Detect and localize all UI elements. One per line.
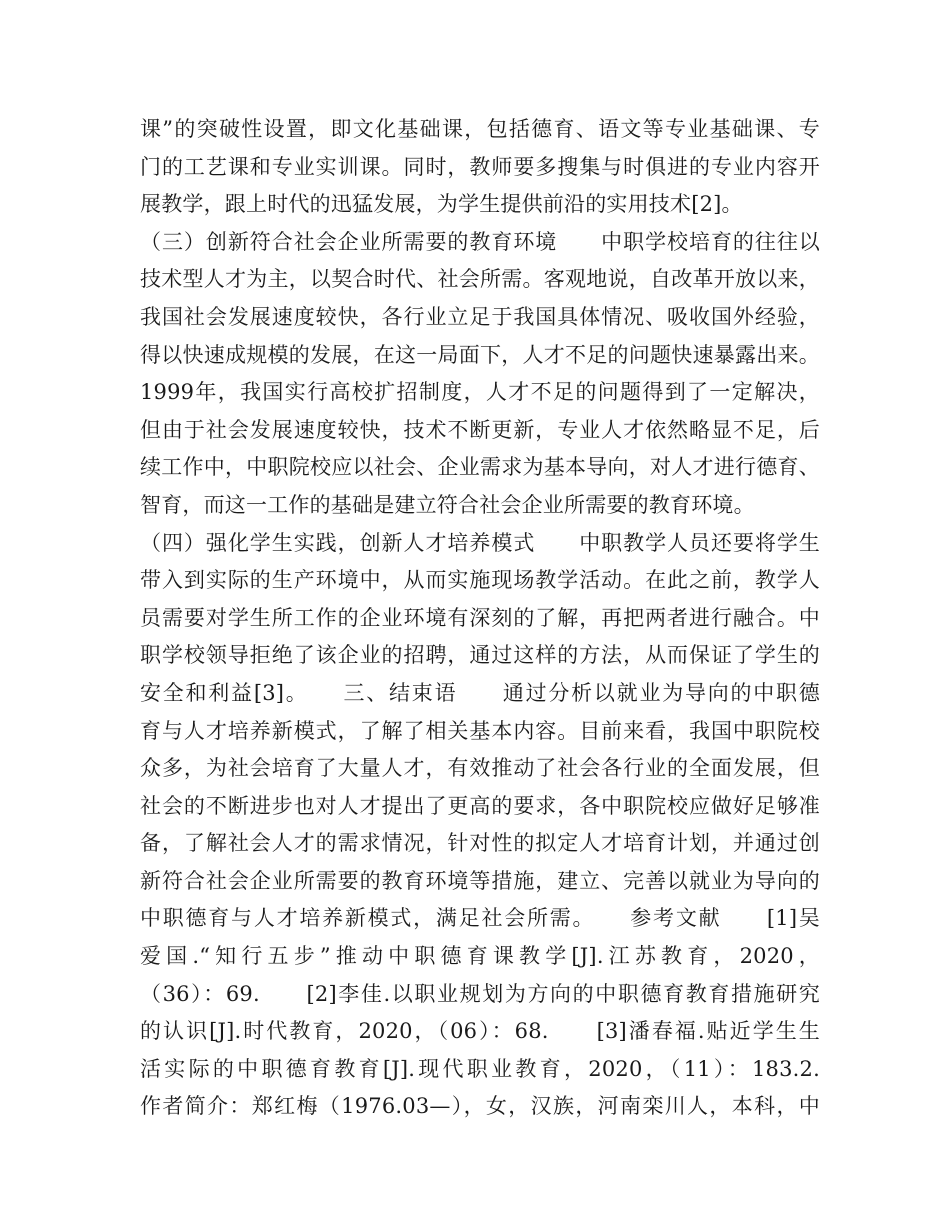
text-line-24: （36）：69. [2]李佳.以职业规划为方向的中职德育教育措施研究 bbox=[140, 981, 820, 1006]
text-line-20: 备，了解社会人才的需求情况，针对性的拟定人才培育计划，并通过创 bbox=[140, 831, 820, 856]
text-line-13: 带入到实际的生产环境中，从而实施现场教学活动。在此之前，教学人 bbox=[140, 568, 820, 593]
text-line-6: 我国社会发展速度较快，各行业立足于我国具体情况、吸收国外经验， bbox=[140, 304, 820, 329]
text-line-12: （四）强化学生实践，创新人才培养模式 中职教学人员还要将学生 bbox=[140, 530, 820, 555]
text-line-21: 新符合社会企业所需要的教育环境等措施，建立、完善以就业为导向的 bbox=[140, 868, 820, 893]
text-line-7: 得以快速成规模的发展，在这一局面下，人才不足的问题快速暴露出来。 bbox=[140, 342, 820, 367]
text-line-17: 育与人才培养新模式，了解了相关基本内容。目前来看，我国中职院校 bbox=[140, 718, 820, 743]
text-line-10: 续工作中，中职院校应以社会、企业需求为基本导向，对人才进行德育、 bbox=[140, 455, 820, 480]
text-line-19: 社会的不断进步也对人才提出了更高的要求，各中职院校应做好足够准 bbox=[140, 793, 820, 818]
text-line-23: 爱国.“知行五步”推动中职德育课教学[J].江苏教育，2020， bbox=[140, 944, 820, 969]
text-line-14: 员需要对学生所工作的企业环境有深刻的了解，再把两者进行融合。中 bbox=[140, 605, 820, 630]
text-line-1: 课”的突破性设置，即文化基础课，包括德育、语文等专业基础课、专 bbox=[140, 117, 820, 141]
text-line-4: （三）创新符合社会企业所需要的教育环境 中职学校培育的往往以 bbox=[140, 229, 820, 254]
text-line-8: 1999年，我国实行高校扩招制度，人才不足的问题得到了一定解决， bbox=[140, 380, 820, 405]
text-line-11: 智育，而这一工作的基础是建立符合社会企业所需要的教育环境。 bbox=[140, 492, 755, 517]
text-line-2: 门的工艺课和专业实训课。同时，教师要多搜集与时俱进的专业内容开 bbox=[140, 154, 820, 179]
text-line-5: 技术型人才为主，以契合时代、社会所需。客观地说，自改革开放以来， bbox=[140, 267, 820, 292]
text-line-22: 中职德育与人才培养新模式，满足社会所需。 参考文献 [1]吴 bbox=[140, 906, 820, 931]
text-line-3: 展教学，跟上时代的迅猛发展，为学生提供前沿的实用技术[2]。 bbox=[140, 192, 743, 217]
text-line-18: 众多，为社会培育了大量人才，有效推动了社会各行业的全面发展，但 bbox=[140, 756, 820, 781]
text-line-9: 但由于社会发展速度较快，技术不断更新，专业人才依然略显不足，后 bbox=[140, 417, 820, 442]
text-line-16: 安全和利益[3]。 三、结束语 通过分析以就业为导向的中职德 bbox=[140, 680, 820, 705]
text-line-26: 活实际的中职德育教育[J].现代职业教育，2020，（11）：183.2. bbox=[140, 1056, 820, 1081]
text-line-15: 职学校领导拒绝了该企业的招聘，通过这样的方法，从而保证了学生的 bbox=[140, 643, 820, 668]
text-line-25: 的认识[J].时代教育，2020，（06）：68. [3]潘春福.贴近学生生 bbox=[140, 1019, 820, 1044]
body-text bbox=[140, 111, 820, 1126]
text-line-27: 作者简介：郑红梅（1976.03—），女，汉族，河南栾川人，本科，中 bbox=[140, 1094, 820, 1119]
